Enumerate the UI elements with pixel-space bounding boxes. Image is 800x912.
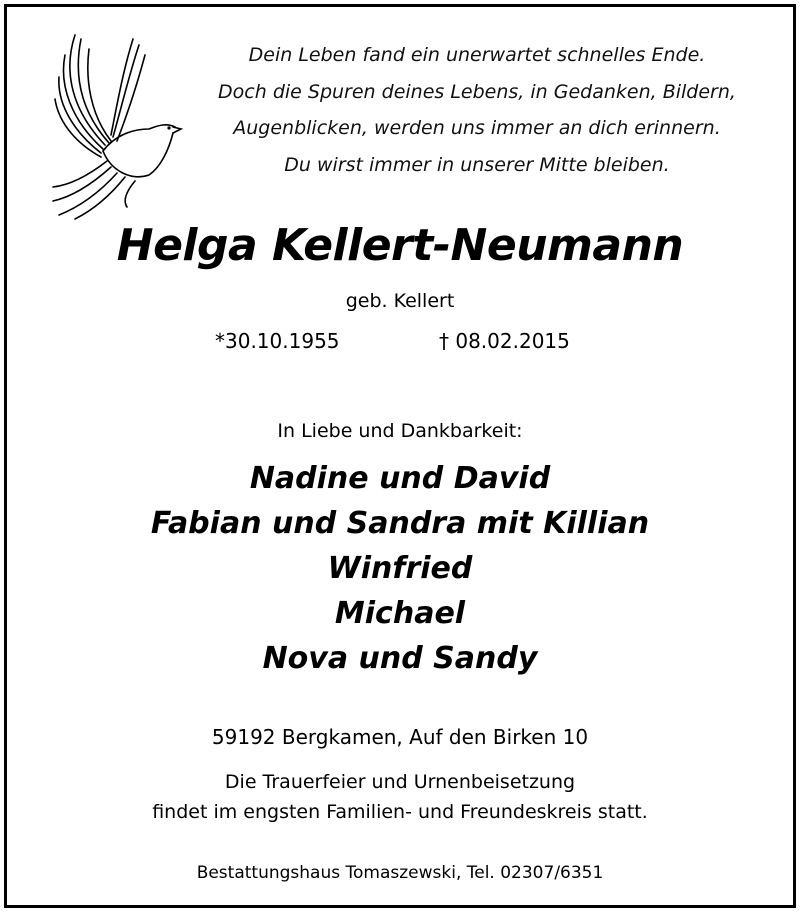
poem-line: Dein Leben fand ein unerwartet schnelles Ende. — [248, 44, 706, 66]
service-line: findet im engsten Familien- und Freundeskreis statt. — [152, 801, 648, 823]
mourner-line: Fabian und Sandra mit Killian — [150, 506, 650, 541]
birth-date: *30.10.1955 — [215, 329, 340, 353]
poem-line: Du wirst immer in unserer Mitte bleiben. — [284, 153, 670, 176]
deceased-name: Helga Kellert-Neumann — [116, 220, 684, 271]
mourners-list — [7, 456, 793, 681]
funeral-home: Bestattungshaus Tomaszewski, Tel. 02307/6351 — [196, 863, 604, 883]
mourner-line: Nadine und David — [249, 461, 551, 496]
mourner-line: Michael — [334, 596, 466, 631]
poem-line: Doch die Spuren deines Lebens, in Gedanken, Bildern, — [218, 80, 736, 103]
service-line: Die Trauerfeier und Urnenbeisetzung — [224, 771, 576, 793]
mourners-intro: In Liebe und Dankbarkeit: — [277, 420, 523, 442]
death-date: † 08.02.2015 — [439, 329, 570, 353]
mourner-line: Nova und Sandy — [262, 641, 538, 676]
dove-icon — [45, 25, 185, 221]
mourner-line: Winfried — [327, 551, 473, 586]
service-notice — [7, 767, 793, 827]
poem-line: Augenblicken, werden uns immer an dich erinnern. — [233, 117, 721, 139]
address: 59192 Bergkamen, Auf den Birken 10 — [211, 725, 589, 749]
maiden-name: geb. Kellert — [345, 290, 455, 312]
obituary-frame — [4, 4, 796, 908]
poem — [177, 37, 777, 183]
